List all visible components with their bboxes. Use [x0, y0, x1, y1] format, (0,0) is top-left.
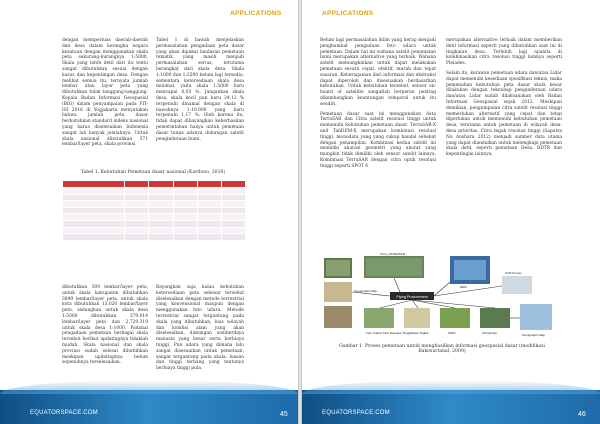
svg-text:Flying Procurement: Flying Procurement	[396, 295, 428, 299]
svg-text:Sistem Digital: Sistem Digital	[410, 331, 429, 335]
text-column-2: Tabel 1 di bawah menjelaskan permasalahan pengadaan peta dasar yang akan dipakai landasan pemetaan tematik yang masih menjadi permasalahan serius, terutama berangkat dari skala desa. Skala 1:1000 dan 1:2500 belum lagi tersedia, sementara ketersediaan skala desa minimal, yaitu skala 1:5000 baru mencapai 0,03 %. Jangankan skala desa, skala kecil pun baru 24,12 % terpenuhi dinamal dengan skala di bawahnya 1:10.000 yang baru terpenuhi 1,17 %. Oleh karena itu, tidak dapat dibayangkan keberhasilan pemerintahan hanya untuk pemetaan dasar tanpa adanya dukungan satelit penginderaan bumi.	[156, 38, 244, 142]
aerial-photo-image	[324, 306, 352, 328]
svg-text:DEM: DEM	[460, 285, 467, 289]
text-column-3: dibutuhkan 309 lembar/layer peta, untuk skala kabupaten dibutuhkan 3899 lembar/layer peta, untuk skala kota dibutuhkan 13.020 lembar/layer peta, sedangkan untuk skala desa 1:5000 dibutuhkan 379.014 lembar/layer peta dan 2.729.319 untuk skala desa 1:1000. Padahal pengadaan pemetaan berbagai skala tersebut berikut updatingnya tidaklah mudah. Skala nasional dan skala provinsi sudah selesai dibutuhkan meskipun updatingnya belum sepenuhnya terselesaikan.	[62, 285, 148, 366]
footer-bar	[0, 390, 298, 424]
topomap-output-image	[520, 304, 552, 330]
text-column-1: dengan memperluas daerah-daerah dan desa dalam kerangka negara kesatuan dengan menggunakan skala peta sekurang-kurangnya 1:5000. Skala yang lebih detil dari itu tentu sangat dibutuhkan sesuai dengan kasus dan kepentingan desa. Dengan melihat semua itu, ternyata jumlah lembar atau layer peta yang dibutuhkan tidak tanggung-tanggung. Kepala Badan Informasi Geospasial (BIG) dalam penyampaian pada FIT-ISI 2016 di Yogjakarta menyatakan bahwa jumlah peta dasar berbutuhkan standard indeks nasional yang harus diselesaikan Indonesia sangat lah banyak jumlahnya. Untuk skala nasional dibutuhkan 371 lembar/layer peta, skala provinsi	[62, 38, 148, 148]
svg-text:Topographic Map: Topographic Map	[354, 289, 378, 293]
ortho-image	[364, 308, 394, 328]
svg-text:Terra_ASTER/DLR ...: Terra_ASTER/DLR ...	[380, 252, 409, 256]
section-header: APPLICATIONS	[230, 10, 282, 17]
svg-text:GRID: GRID	[448, 331, 456, 335]
mapping-table	[62, 180, 246, 241]
svg-text:Topographic Map: Topographic Map	[522, 333, 546, 337]
svg-text:Orthophoto: Orthophoto	[482, 331, 498, 335]
mapping-process-diagram	[320, 252, 564, 340]
figure-caption: Gambar 1. Proses pemetaan untuk menghasilkan informasi geospasial dasar (modifikasi Bakosurtanal, 2009)	[339, 344, 545, 354]
contour-image	[404, 308, 430, 328]
orthophoto-image	[480, 308, 510, 328]
page-right	[302, 0, 600, 424]
grid-image	[440, 308, 470, 328]
topographic-map-image	[324, 282, 352, 302]
page-number: 46	[578, 411, 586, 418]
site-link[interactable]: EQUATORSPACE.COM	[30, 410, 98, 416]
text-column-1: Belum lagi permasalahan iklim yang kerap menjadi penghambat pengadaan foto udara untuk pemetaan. Dalam hal ini wahana satelit penamatan bumi merupakan alternative yang terbaik. Wahana satelit memungkinkan untuk dapat melakukan pemetaan secara cepat, efektif, murah dan tepat sasaran. Keberagaman dari informasi dan ekstraksi dapat diperoleh dan disesuaikan berdasarkan kebutuhan. Untuk kebutuhan tersebut, sensor on-board of satellite sangatlah berperan penting dikembangkan keuntungan temporal untuk itu sendiri. Pemetaan dasar saat ini menggunakan data TerraSAR dan Citra satelit resolusi tinggi untuk memenuhi kebutuhan pemetaan dasar. TerraSAR-X and TanDEM-X merupakan kombinasi resolusi tinggi, monodata yang yang cukup handal sehebat dengan penampilan. Kombinasi kedua satelit ini memiliki akurasi geometri yang akurat yang mungkin tidak dimiliki oleh sensor satelit lainnya. Kombinasi TerraSAR dengan citra optik resolusi tinggi seperti SPOT 6	[320, 38, 436, 169]
svg-text:GCP Survey: GCP Survey	[505, 271, 522, 275]
gcp-survey-image	[502, 276, 532, 294]
footer-bar	[302, 390, 600, 424]
table-caption: Tabel 1. Kebutuhan Pemetaan dasar nasional (Kardono, 2016)	[80, 170, 226, 175]
page-number: 45	[280, 411, 288, 418]
site-link[interactable]: EQUATORSPACE.COM	[322, 410, 390, 416]
section-header: APPLICATIONS	[322, 10, 374, 17]
page-left	[0, 0, 298, 424]
text-column-2: merupakan alternative terbaik dalam memberikan detil informasi seperti yang dibutuhkan saat ini di tingkatan desa. Terlebih lagi apabila di kombinasikan citra resolusi tinggi lainnya seperti Pleiades. Selain itu, kerawan pemetaan udara dan/atau Lidar dapat memenuhi kesediaan spesifikasi teknis, maka pemenuhan kebutuhan peta dasar skala besar dilakukan dengan teknologi penginderaan udara dan/atau Lidar sudah dilaksanakan oleh Badan Informasi Geospasial sejak 2012. Meskipun demikian, pengumpulan citra satelit resolusi tinggi memerlukan alternatif yang cepat dan tetap diperlukan untuk memenuhi kebutuhan pemetaan desa, terutama untuk pemetaan di wilayah desa-desa prioritas. Citra tegak resolusi tinggi (Saputra Nu Ansharu 2012) menjadi sumber data utama yang dapat diandalkan untuk melengkapi pemetaan skala detil, seperti pemetaan Desa, RDTR dan kepentingan lainnya.	[446, 38, 562, 158]
text-column-4: Bayangkan saja kalau kebutuhan ketersediaan peta sebesar tersebut diselesaikan dengan metode terrestrial yang konvensional maupun dengan menggunakan foto udara. Metode terrestrial sangat tergantung pada skala yang dibutuhkan, luas wilayah dan kondisi alam yang akan diselesaikan, dukungan sumberdaya manusia yang besar serta berbiaya tinggi. Pun udara yang dimana lalu sangat disesuaikan untuk pemetaan, sangat tergantung pada skala, luasan dan tinggi terbang yang tentunya berbiaya tinggi pula.	[156, 285, 244, 372]
svg-text:Foto Udara/ Citra Resolusi Tin: Foto Udara/ Citra Resolusi Tinggi	[366, 331, 411, 335]
